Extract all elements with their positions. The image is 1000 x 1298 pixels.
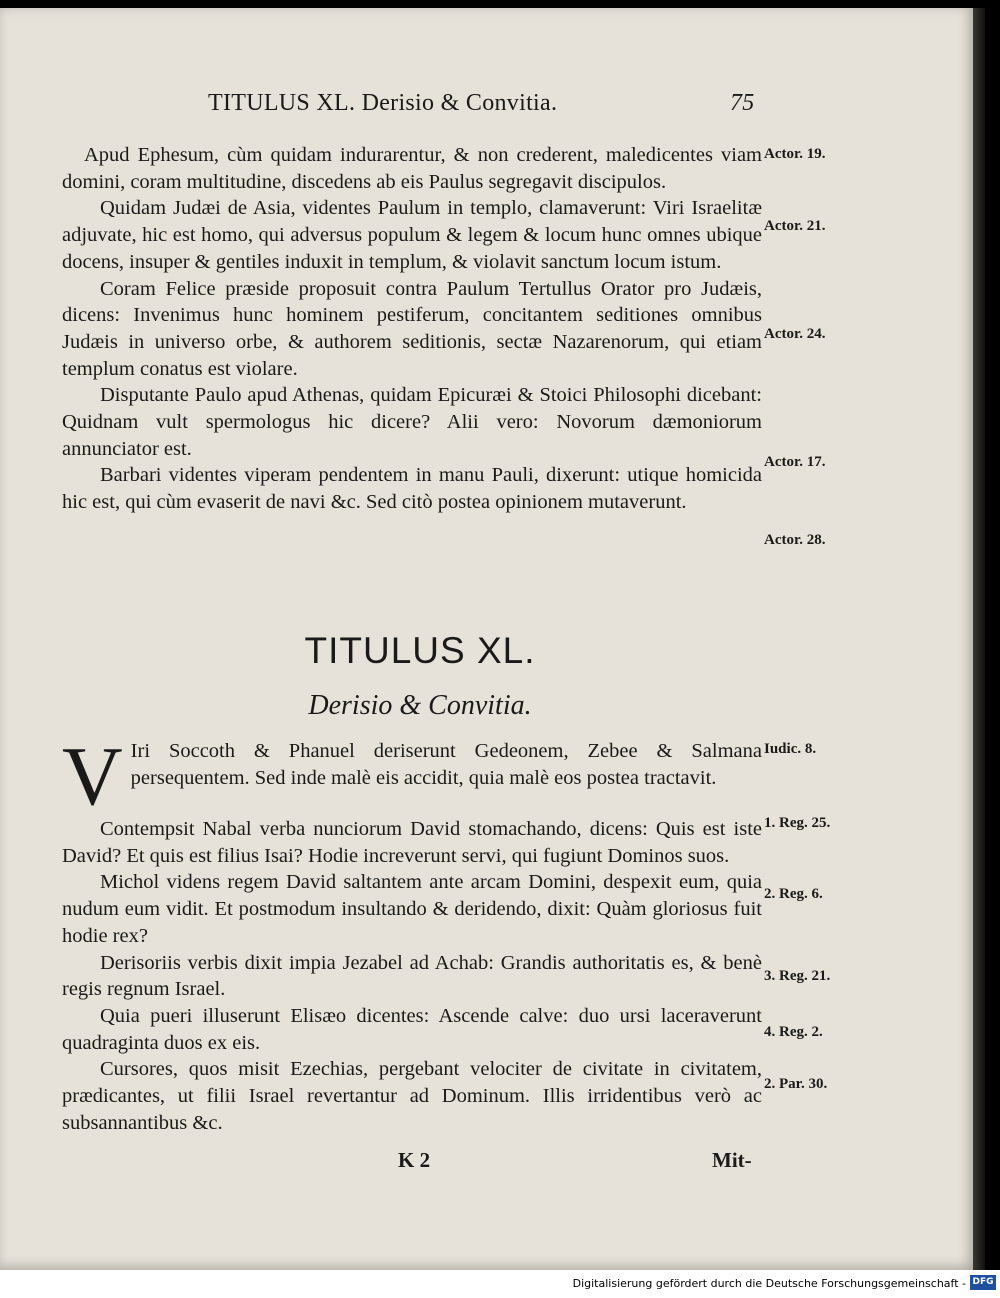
margin-reference: 3. Reg. 21. [764, 968, 831, 984]
paragraph: Disputante Paulo apud Athenas, quidam Epicuræi & Stoici Philosophi dicebant: Quidnam vult spermologus hic dicere? Alii vero: Novorum dæmoniorum annunciator est. [62, 384, 762, 460]
margin-reference: Iudic. 8. [764, 741, 817, 757]
margin-reference: Actor. 17. [764, 454, 826, 470]
funding-notice: Digitalisierung gefördert durch die Deutsche Forschungsgemeinschaft - [572, 1277, 966, 1290]
margin-reference: 2. Reg. 6. [764, 886, 823, 902]
paragraph: Apud Ephesum, cùm quidam indurarentur, & non crederent, maledicentes viam domini, coram multitudine, discedens ab eis Paulus segregavit discipulos. [62, 144, 762, 193]
paragraph: Coram Felice præside proposuit contra Paulum Tertullus Orator pro Judæis, dicens: Invenimus hunc hominem pestiferum, concitantem seditiones omnibus Judæis in universo orbe, & authorem seditionis, sectæ Nazarenorum, qui etiam templum conatus est violare. [62, 277, 762, 380]
section-title: TITULUS XL. [304, 630, 536, 671]
paragraph: Cursores, quos misit Ezechias, pergebant velociter de civitate in civitatem, prædicantes, ut filii Israel revertantur ad Dominum. Illis irridentibus verò ac subsannantibus &c. [62, 1058, 762, 1134]
book-page [0, 8, 973, 1270]
margin-reference: 1. Reg. 25. [764, 815, 831, 831]
section-subtitle: Derisio & Convitia. [308, 690, 532, 721]
paragraph: Barbari videntes viperam pendentem in manu Pauli, dixerunt: utique homicida hic est, qui cùm evaserit de navi &c. Sed citò postea opinionem mutaverunt. [62, 464, 762, 514]
margin-reference: Actor. 28. [764, 532, 826, 548]
catchword: Mit- [712, 1148, 752, 1172]
margin-reference: Actor. 19. [764, 146, 826, 162]
margin-reference: Actor. 21. [764, 218, 826, 234]
section-2-text [62, 730, 762, 1136]
digitization-footer [0, 1270, 1000, 1298]
paragraph: Derisoriis verbis dixit impia Jezabel ad Achab: Grandis authoritatis es, & benè regis regnum Israel. [62, 951, 762, 1001]
dfg-logo-icon: DFG [970, 1275, 996, 1290]
page-number: 75 [730, 90, 755, 116]
section-1-text [62, 142, 762, 516]
paragraph: Quia pueri illuserunt Elisæo dicentes: Ascende calve: duo ursi laceraverunt quadraginta duos ex eis. [62, 1004, 762, 1054]
drop-cap: V [62, 730, 123, 823]
paragraph: Michol videns regem David saltantem ante arcam Domini, despexit eum, quia nudum eum vidit. Et postmodum insultando & deridendo, dixit: Quàm gloriosus fuit hodie rex? [62, 871, 762, 947]
paragraph: Contempsit Nabal verba nunciorum David stomachando, dicens: Quis est iste David? Et quis est filius Isai? Hodie increverunt servi, qui fugiunt Dominos suos. [62, 818, 762, 867]
margin-reference: Actor. 24. [764, 326, 826, 342]
paragraph: Quidam Judæi de Asia, videntes Paulum in templo, clamaverunt: Viri Israelitæ adjuvate, hic est homo, qui adversus populum & legem & locum hunc omnes ubique docens, insuper & gentiles induxit in templum, & violavit sanctum locum istum. [62, 197, 762, 273]
margin-reference: 2. Par. 30. [764, 1076, 828, 1092]
page-edge [973, 8, 985, 1270]
running-title: TITULUS XL. Derisio & Convitia. [208, 90, 558, 116]
signature-mark: K 2 [398, 1148, 431, 1172]
paragraph: Iri Soccoth & Phanuel deriserunt Gedeonem, Zebee & Salmana persequentem. Sed inde malè eis accidit, quia malè eos postea tractavit. [130, 740, 762, 789]
margin-reference: 4. Reg. 2. [764, 1024, 823, 1040]
